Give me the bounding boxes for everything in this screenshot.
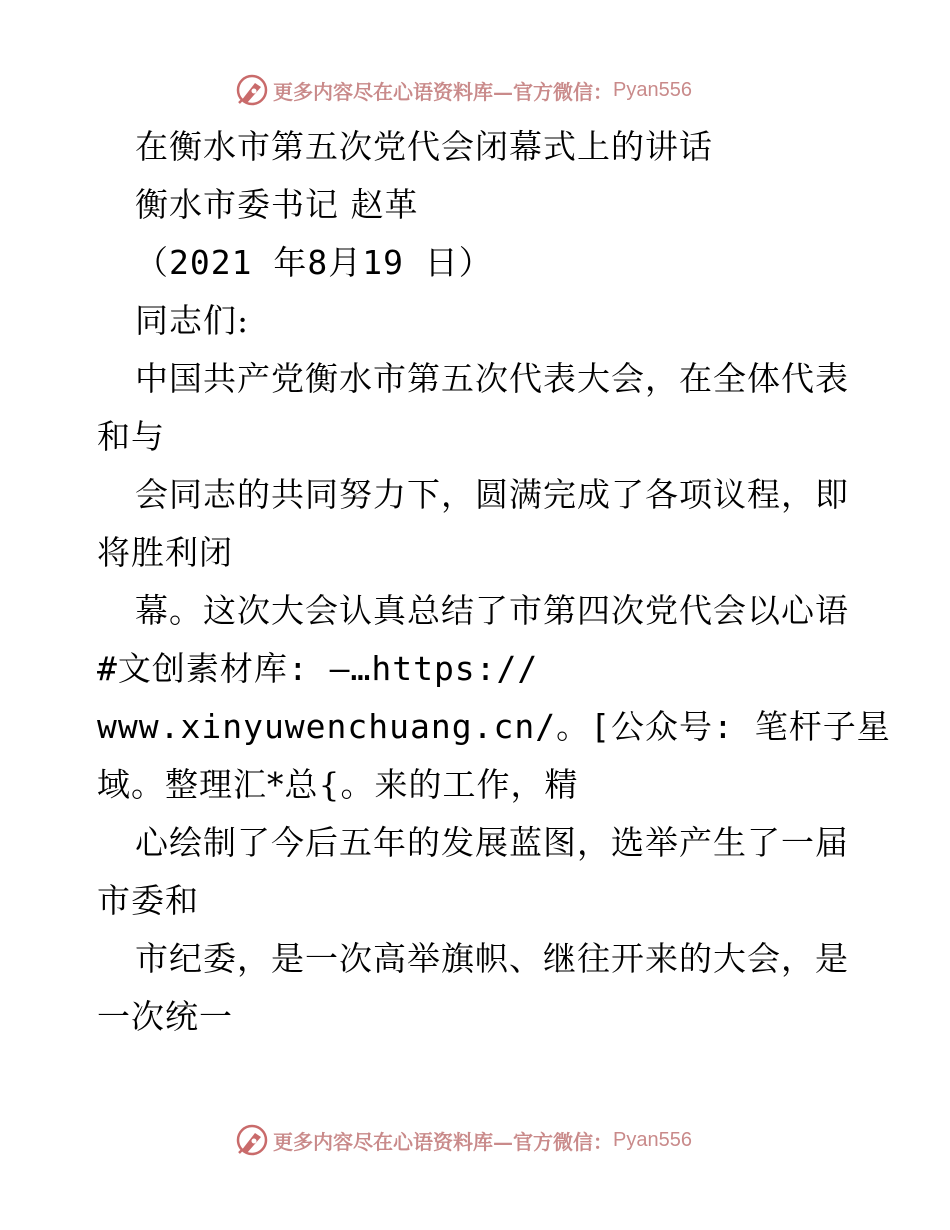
- pen-nib-logo-icon: [235, 73, 269, 107]
- footer-banner: [235, 1122, 692, 1158]
- body-line: 市委和: [97, 881, 199, 920]
- header-banner: [235, 72, 692, 108]
- speech-body: [97, 118, 897, 1046]
- header-banner-text: 更多内容尽在心语资料库—官方微信：: [273, 79, 613, 104]
- footer-banner-text: 更多内容尽在心语资料库—官方微信：: [273, 1129, 613, 1154]
- body-line: 会同志的共同努力下，圆满完成了各项议程，即: [135, 475, 849, 514]
- date-line: （2021 年8月19 日）: [135, 243, 493, 282]
- body-line: 将胜利闭: [97, 533, 233, 572]
- salutation: 同志们:: [135, 301, 250, 340]
- pen-nib-logo-icon: [235, 1123, 269, 1157]
- body-line: 域。整理汇*总{。来的工作，精: [97, 765, 579, 804]
- body-line: 一次统一: [97, 997, 233, 1036]
- body-line: 和与: [97, 417, 165, 456]
- footer-banner-wechat: Pyan556: [613, 1128, 692, 1151]
- body-line: 幕。这次大会认真总结了市第四次党代会以心语: [135, 591, 849, 630]
- body-line: www.xinyuwenchuang.cn/。[公众号: 笔杆子星: [97, 707, 891, 746]
- header-banner-wechat: Pyan556: [613, 78, 692, 101]
- speaker-line: 衡水市委书记 赵革: [135, 185, 419, 224]
- speech-title: 在衡水市第五次党代会闭幕式上的讲话: [135, 127, 713, 166]
- body-line: #文创素材库: —…https://: [97, 649, 539, 688]
- body-line: 中国共产党衡水市第五次代表大会，在全体代表: [135, 359, 849, 398]
- body-line: 心绘制了今后五年的发展蓝图，选举产生了一届: [135, 823, 849, 862]
- body-line: 市纪委，是一次高举旗帜、继往开来的大会，是: [135, 939, 849, 978]
